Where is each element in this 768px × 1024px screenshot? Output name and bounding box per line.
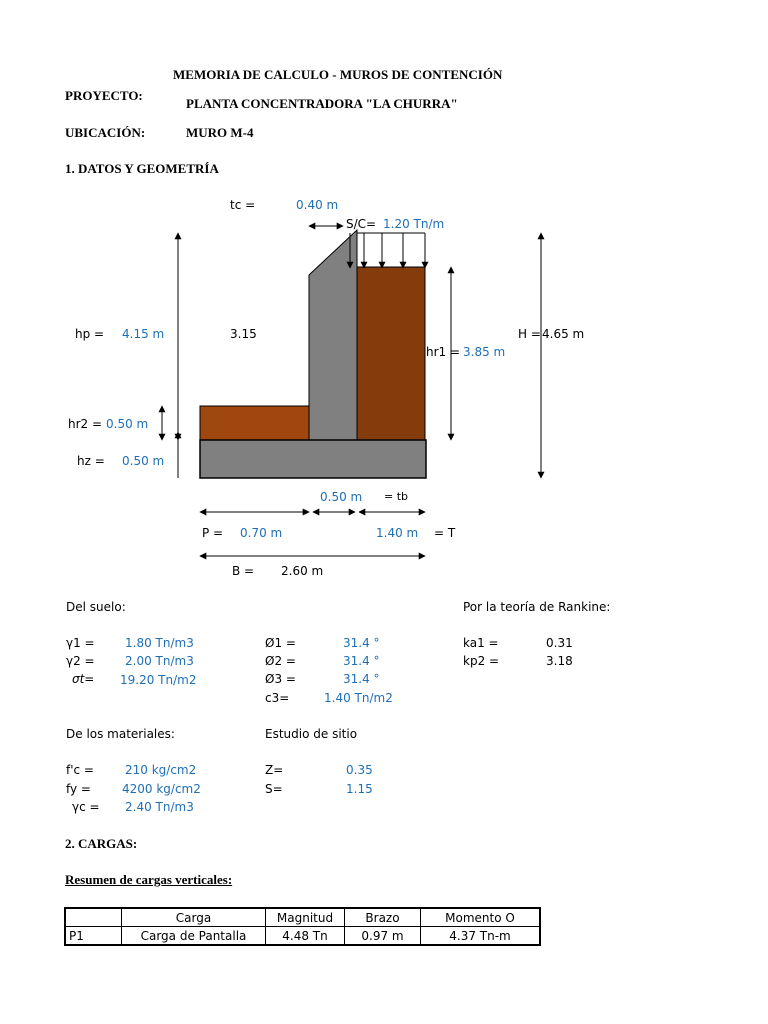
phi3-value: 31.4 ° xyxy=(343,672,380,686)
row-id: P1 xyxy=(65,927,122,946)
materials-title: De los materiales: xyxy=(66,727,175,741)
gamma2-value: 2.00 Tn/m3 xyxy=(125,654,194,668)
ka1-value: 0.31 xyxy=(546,636,573,650)
table-row xyxy=(65,927,540,946)
proyecto-value: PLANTA CONCENTRADORA "LA CHURRA" xyxy=(186,96,458,111)
table-header-magnitud: Magnitud xyxy=(266,908,345,927)
fc-value: 210 kg/cm2 xyxy=(125,763,197,777)
hp-label: hp = xyxy=(75,327,105,341)
hr2-label: hr2 = xyxy=(68,417,103,431)
ka1-label: ka1 = xyxy=(463,636,499,650)
fy-label: fy = xyxy=(66,782,91,796)
c3-value: 1.40 Tn/m2 xyxy=(324,691,393,705)
table-header-id xyxy=(65,908,122,927)
footing xyxy=(200,440,426,478)
B-value: 2.60 m xyxy=(281,564,324,578)
surcharge-arrows xyxy=(350,233,425,268)
kp2-value: 3.18 xyxy=(546,654,573,668)
hr1-label: hr1 = xyxy=(426,345,461,359)
hr1-value: 3.85 m xyxy=(463,345,506,359)
row-magnitud: 4.48 Tn xyxy=(266,927,345,946)
table-header-row xyxy=(65,908,540,927)
ubicacion-label: UBICACIÓN: xyxy=(65,125,146,140)
s-value: 1.15 xyxy=(346,782,373,796)
fc-label: f'c = xyxy=(66,763,94,777)
fy-value: 4200 kg/cm2 xyxy=(122,782,201,796)
hz-label: hz = xyxy=(77,454,105,468)
P-value: 0.70 m xyxy=(240,526,283,540)
site-title: Estudio de sitio xyxy=(265,727,358,741)
table-header-momento: Momento O xyxy=(421,908,541,927)
section2-subtitle: Resumen de cargas verticales: xyxy=(65,872,233,887)
row-carga: Carga de Pantalla xyxy=(122,927,266,946)
H-value: 4.65 m xyxy=(542,327,585,341)
sigma-t-label: σt= xyxy=(72,672,95,686)
gamma1-value: 1.80 Tn/m3 xyxy=(125,636,194,650)
H-label: H = xyxy=(518,327,541,341)
table-header-brazo: Brazo xyxy=(345,908,421,927)
row-brazo: 0.97 m xyxy=(345,927,421,946)
tb-value: 0.50 m xyxy=(320,490,363,504)
loads-table xyxy=(64,907,541,946)
rankine-title: Por la teoría de Rankine: xyxy=(463,600,611,614)
page-title: MEMORIA DE CALCULO - MUROS DE CONTENCIÓN xyxy=(173,67,503,82)
tb-label: = tb xyxy=(384,490,409,503)
section2-title: 2. CARGAS: xyxy=(65,836,138,851)
T-label: = T xyxy=(434,526,456,540)
sc-label: S/C= xyxy=(346,217,377,231)
phi1-label: Ø1 = xyxy=(265,636,296,650)
phi3-label: Ø3 = xyxy=(265,672,296,686)
gamma-c-label: γc = xyxy=(72,800,100,814)
kp2-label: kp2 = xyxy=(463,654,500,668)
phi2-label: Ø2 = xyxy=(265,654,296,668)
front-soil xyxy=(200,406,309,440)
soil-title: Del suelo: xyxy=(66,600,126,614)
sigma-t-value: 19.20 Tn/m2 xyxy=(120,673,197,687)
gamma1-label: γ1 = xyxy=(66,636,95,650)
hz-value: 0.50 m xyxy=(122,454,165,468)
mid-value: 3.15 xyxy=(230,327,257,341)
hp-value: 4.15 m xyxy=(122,327,165,341)
gamma-c-value: 2.40 Tn/m3 xyxy=(125,800,194,814)
T-value: 1.40 m xyxy=(376,526,419,540)
tc-label: tc = xyxy=(230,198,256,212)
tc-value: 0.40 m xyxy=(296,198,339,212)
phi2-value: 31.4 ° xyxy=(343,654,380,668)
backfill-soil xyxy=(357,267,425,440)
B-label: B = xyxy=(232,564,255,578)
gamma2-label: γ2 = xyxy=(66,654,95,668)
phi1-value: 31.4 ° xyxy=(343,636,380,650)
s-label: S= xyxy=(265,782,283,796)
ubicacion-value: MURO M-4 xyxy=(186,125,254,140)
table-header-carga: Carga xyxy=(122,908,266,927)
proyecto-label: PROYECTO: xyxy=(65,88,143,103)
hr2-value: 0.50 m xyxy=(106,417,149,431)
row-momento: 4.37 Tn-m xyxy=(421,927,541,946)
sc-value: 1.20 Tn/m xyxy=(383,217,445,231)
z-value: 0.35 xyxy=(346,763,373,777)
z-label: Z= xyxy=(265,763,284,777)
section1-title: 1. DATOS Y GEOMETRÍA xyxy=(65,161,219,176)
c3-label: c3= xyxy=(265,691,290,705)
P-label: P = xyxy=(202,526,224,540)
